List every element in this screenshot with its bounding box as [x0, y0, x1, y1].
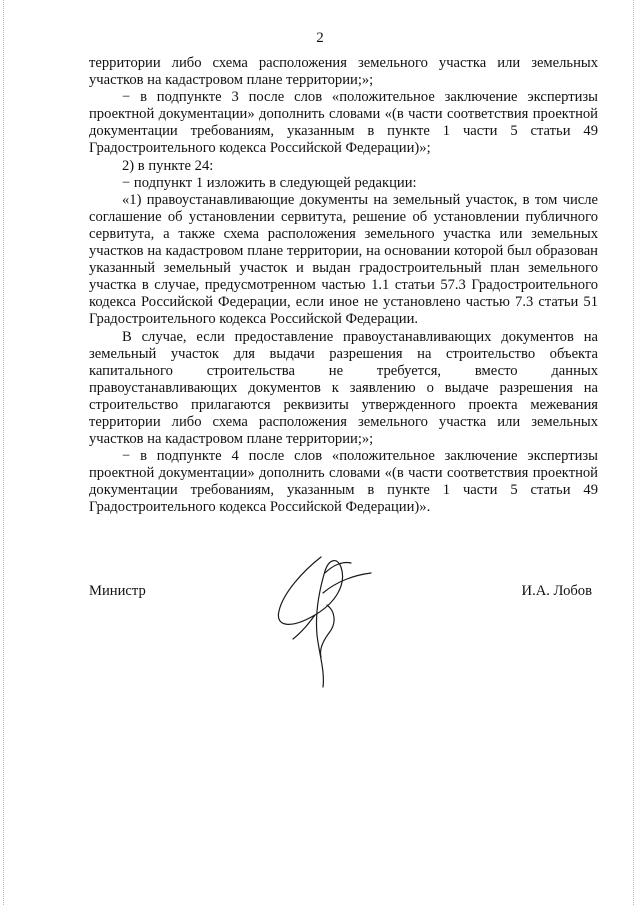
signatory-name: И.А. Лобов: [521, 583, 592, 599]
paragraph-subpoint-4: − в подпункте 4 после слов «положительное заключение экспертизы проектной документации» дополнить словами «(в части соответствия проектной документации требованиям, указанным в пункте 1 части 5 статьи 49 Градостроительного кодекса Российской Федерации)».: [89, 448, 598, 516]
paragraph-exception: В случае, если предоставление правоустанавливающих документов на земельный участок для выдачи разрешения на строительство объекта капитального строительства не требуется, вместо данных правоустанавливающих документов к заявлению о выдаче разрешения на строительство прилагаются реквизиты утвержденного проекта межевания территории либо схема расположения земельного участка или земельных участков на кадастровом плане территории;»;: [89, 328, 598, 448]
paragraph-subpoint-1-intro: − подпункт 1 изложить в следующей редакции:: [122, 174, 417, 191]
right-edge-dotted-line: [633, 0, 634, 905]
paragraph-point-24: 2) в пункте 24:: [122, 157, 214, 174]
signature-block: [89, 583, 598, 693]
paragraph-subpoint-3: − в подпункте 3 после слов «положительное заключение экспертизы проектной документации» дополнить словами «(в части соответствия проектной документации требованиям, указанным в пункте 1 части 5 статьи 49 Градостроительного кодекса Российской Федерации)»;: [89, 89, 598, 157]
paragraph-continuation: территории либо схема расположения земельного участка или земельных участков на кадастровом плане территории;»;: [89, 55, 598, 89]
page-number: 2: [316, 30, 324, 46]
handwritten-signature: [263, 553, 393, 693]
left-edge-dotted-line: [3, 0, 4, 905]
document-body: [89, 55, 598, 517]
signatory-title: Министр: [89, 583, 146, 599]
paragraph-subpoint-1-text: «1) правоустанавливающие документы на земельный участок, в том числе соглашение об установлении сервитута, решение об установлении публичного сервитута, а также схема расположения земельного участка или земельных участков на кадастровом плане территории, на основании которой был образован указанный земельный участок и выдан градостроительный план земельного участка в случае, предусмотренном частью 1.1 статьи 57.3 Градостроительного кодекса Российской Федерации, если иное не установлено частью 7.3 статьи 51 Градостроительного кодекса Российской Федерации.: [89, 191, 598, 328]
